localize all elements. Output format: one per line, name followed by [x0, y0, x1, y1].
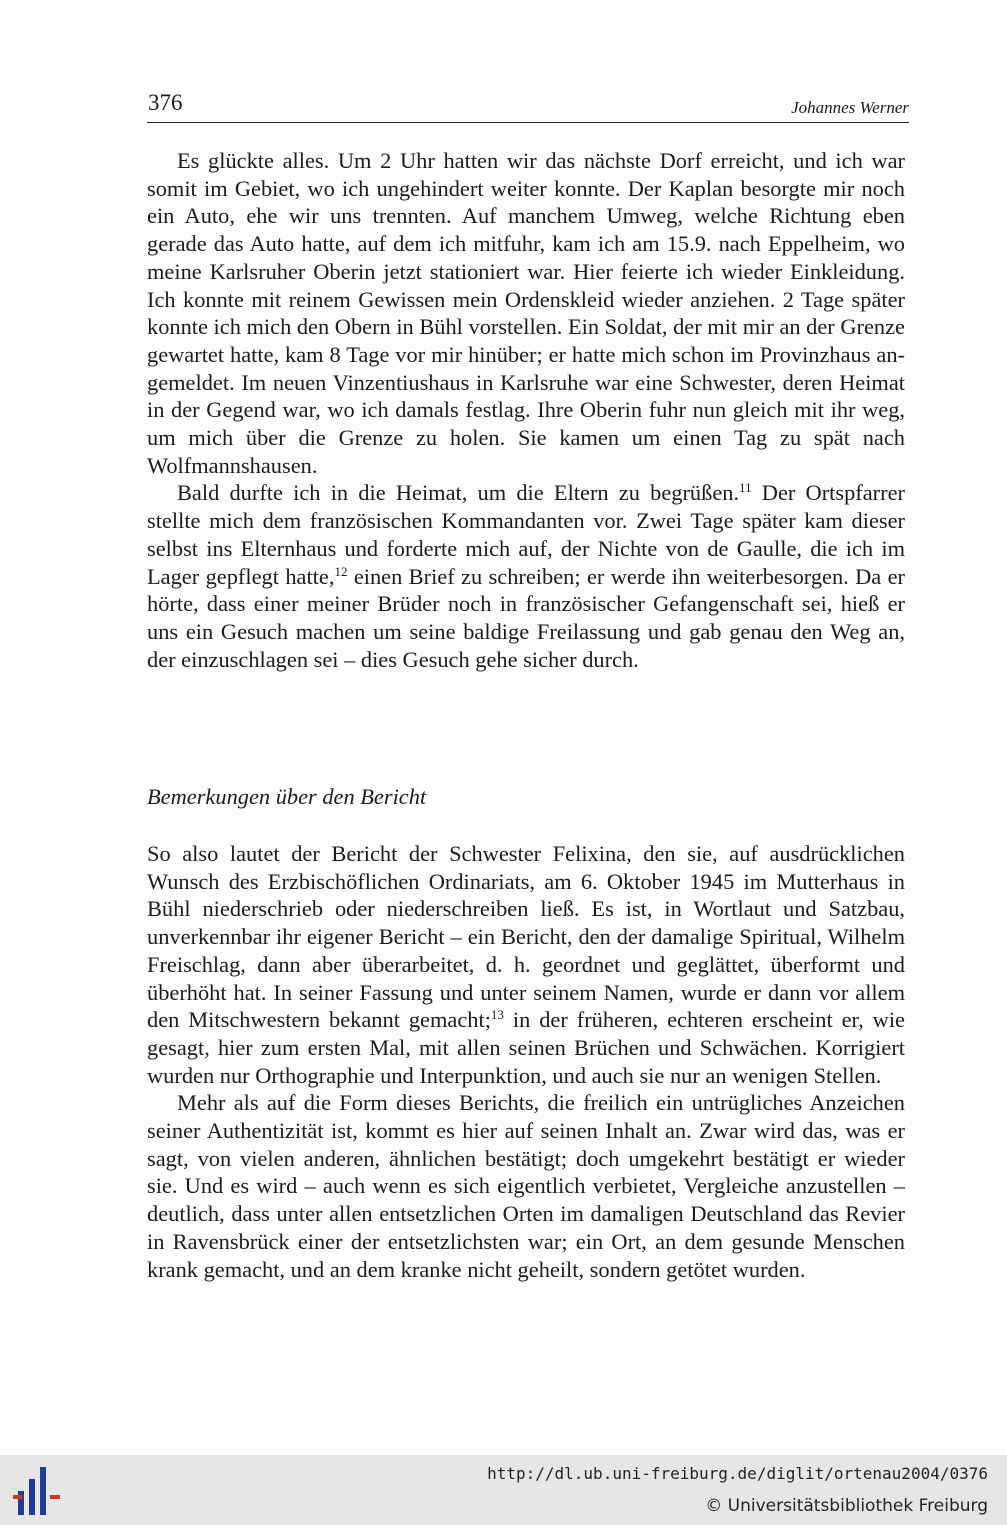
page-header — [147, 88, 909, 123]
paragraph-3 — [147, 840, 905, 1089]
text-block-remarks — [147, 840, 905, 1283]
running-head-author: Johannes Werner — [791, 98, 909, 117]
paragraph-4: Mehr als auf die Form dieses Berichts, die freilich ein untrügliches Anzeichen seiner Authentizität ist, kommt es hier auf seinen Inhalt an. Zwar wird das, was er sagt, von vielen anderen, ähnlichen bestätigt; doch umgekehrt bestätigt er wieder sie. Und es wird – auch wenn es sich eigentlich verbietet, Vergleiche anzustellen – deutlich, dass unter allen entsetzlichen Orten im damaligen Deutschland das Revier in Ravensbrück einer der entsetzlichsten war; ein Ort, an dem gesunde Menschen krank gemacht, und an dem kranke nicht geheilt, sondern getötet wurden. — [147, 1090, 905, 1282]
paragraph-3-part-b: in der früheren, echteren erscheint er, wie gesagt, hier zum ersten Mal, mit allen seinen Brüchen und Schwächen. Korrigiert wurden nur Orthographie und Interpunktion, und auch sie nur an wenigen Stellen. — [147, 1007, 905, 1088]
paragraph-2-part-a: Bald durfte ich in die Heimat, um die Eltern zu begrüßen. — [177, 480, 740, 506]
footnote-ref-13: 13 — [490, 1007, 504, 1023]
footnote-ref-11: 11 — [739, 480, 752, 496]
paragraph-2 — [147, 479, 905, 673]
page-number: 376 — [148, 90, 183, 115]
section-heading: Bemerkungen über den Bericht — [147, 784, 427, 809]
footnote-ref-12: 12 — [334, 563, 348, 579]
text-block-report-end — [147, 147, 905, 673]
paragraph-2-part-b: Der Ortspfarrer stellte mich dem französischen Kommandanten vor. Zwei Tage später kam dieser selbst ins Elternhaus und forderte mich auf, der Nichte von de Gaulle, die ich im Lager gepflegt hatte, — [147, 480, 905, 589]
footer-copyright: © Universitätsbibliothek Freiburg — [705, 1496, 988, 1516]
paragraph-2-part-c: einen Brief zu schreiben; er werde ihn weiterbesorgen. Da er hörte, dass einer meiner Brüder noch in französischer Gefangenschaft sei, hieß er uns ein Gesuch machen um seine baldige Freilassung und gab genau den Weg an, der einzuschlagen sei – dies Gesuch gehe sicher durch. — [147, 563, 905, 672]
paragraph-3-part-a: So also lautet der Bericht der Schwester Felixina, den sie, auf ausdrücklichen Wunsch des Erzbischöflichen Ordinariats, am 6. Oktober 1945 im Mutterhaus in Bühl niederschrieb oder niederschreiben ließ. Es ist, in Wortlaut und Satzbau, unverkennbar ihr eigener Bericht – ein Bericht, den der damalige Spiritual, Wilhelm Freischlag, dann aber überarbeitet, d. h. geordnet und geglättet, überformt und überhöht hat. In seiner Fassung und unter seinem Namen, wurde er dann vor allem den Mitschwestern bekannt gemacht; — [147, 841, 905, 1033]
footer-source-url[interactable]: http://dl.ub.uni-freiburg.de/diglit/ortenau2004/0376 — [487, 1464, 988, 1483]
paragraph-1: Es glückte alles. Um 2 Uhr hatten wir das nächste Dorf erreicht, und ich war somit im Gebiet, wo ich ungehindert weiter konnte. Der Kaplan besorgte mir noch ein Auto, ehe wir uns trennten. Auf manchem Umweg, welche Richtung eben gerade das Auto hatte, auf dem ich mitfuhr, kam ich am 15.9. nach Eppelheim, wo meine Karlsruher Oberin jetzt stationiert war. Hier feierte ich wieder Einkleidung. Ich konnte mit reinem Gewissen mein Ordenskleid wieder anziehen. 2 Tage später konnte ich mich den Obern in Bühl vorstellen. Ein Soldat, der mit mir an der Grenze gewartet hatte, kam 8 Tage vor mir hinüber; er hatte mich schon im Provinzhaus angemeldet. Im neuen Vinzentiushaus in Karlsruhe war eine Schwester, deren Heimat in der Gegend war, wo ich damals festlag. Ihre Oberin fuhr nun gleich mit ihr weg, um mich über die Grenze zu holen. Sie kamen um einen Tag zu spät nach Wolfmannshausen. — [147, 148, 905, 478]
ub-freiburg-logo-icon — [12, 1465, 64, 1517]
